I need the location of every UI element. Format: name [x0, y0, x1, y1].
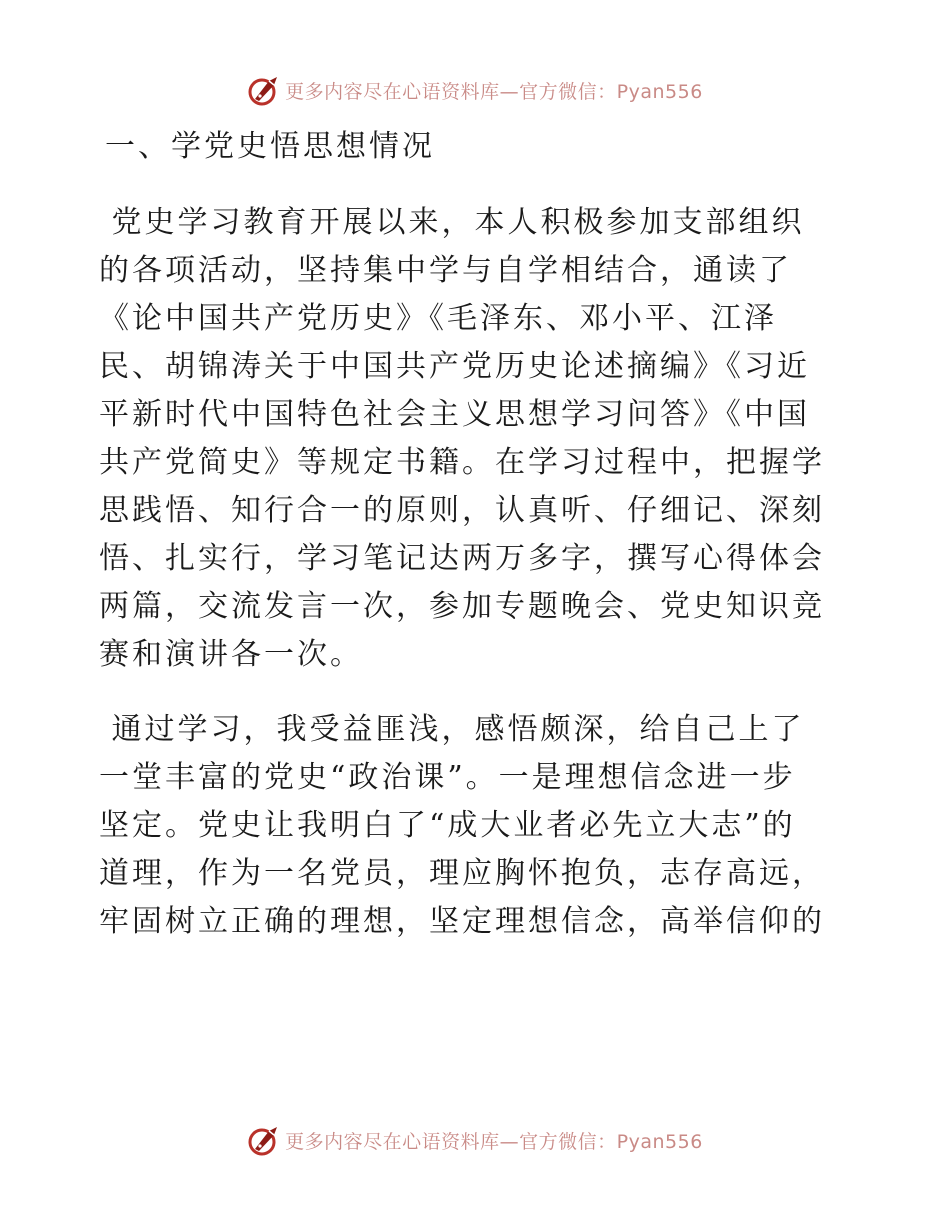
text-line: 悟、扎实行，学习笔记达两万多字，撰写心得体会 — [99, 541, 825, 576]
text-line: 思践悟、知行合一的原则，认真听、仔细记、深刻 — [99, 493, 825, 528]
text-line: 一堂丰富的党史“政治课”。一是理想信念进一步 — [99, 760, 796, 795]
text-line: 坚定。党史让我明白了“成大业者必先立大志”的 — [99, 808, 796, 843]
watermark-text: 更多内容尽在心语资料库—官方微信：Pyan556 — [285, 80, 703, 103]
text-line: 党史学习教育开展以来，本人积极参加支部组织 — [99, 205, 805, 240]
watermark-text: 更多内容尽在心语资料库—官方微信：Pyan556 — [285, 1130, 703, 1153]
text-line: 通过学习，我受益匪浅，感悟颇深，给自己上了 — [99, 712, 805, 747]
text-line: 赛和演讲各一次。 — [99, 637, 363, 672]
text-line: 共产党简史》等规定书籍。在学习过程中，把握学 — [99, 445, 825, 480]
text-line: 《论中国共产党历史》《毛泽东、邓小平、江泽 — [99, 301, 777, 336]
text-line: 两篇，交流发言一次，参加专题晚会、党史知识竞 — [99, 589, 825, 624]
text-line: 平新时代中国特色社会主义思想学习问答》《中国 — [99, 397, 810, 432]
paragraph-2 — [99, 706, 851, 946]
section-heading: 一、学党史悟思想情况 — [105, 129, 435, 164]
watermark-header — [0, 70, 950, 110]
pen-nib-logo-icon — [247, 73, 281, 107]
watermark-footer — [0, 1120, 950, 1160]
text-line: 道理，作为一名党员，理应胸怀抱负，志存高远， — [99, 856, 825, 891]
text-line: 民、胡锦涛关于中国共产党历史论述摘编》《习近 — [99, 349, 810, 384]
text-line: 的各项活动，坚持集中学与自学相结合，通读了 — [99, 253, 792, 288]
paragraph-1 — [99, 199, 851, 679]
document-body — [99, 122, 851, 946]
text-line: 牢固树立正确的理想，坚定理想信念，高举信仰的 — [99, 904, 825, 939]
pen-nib-logo-icon — [247, 1123, 281, 1157]
